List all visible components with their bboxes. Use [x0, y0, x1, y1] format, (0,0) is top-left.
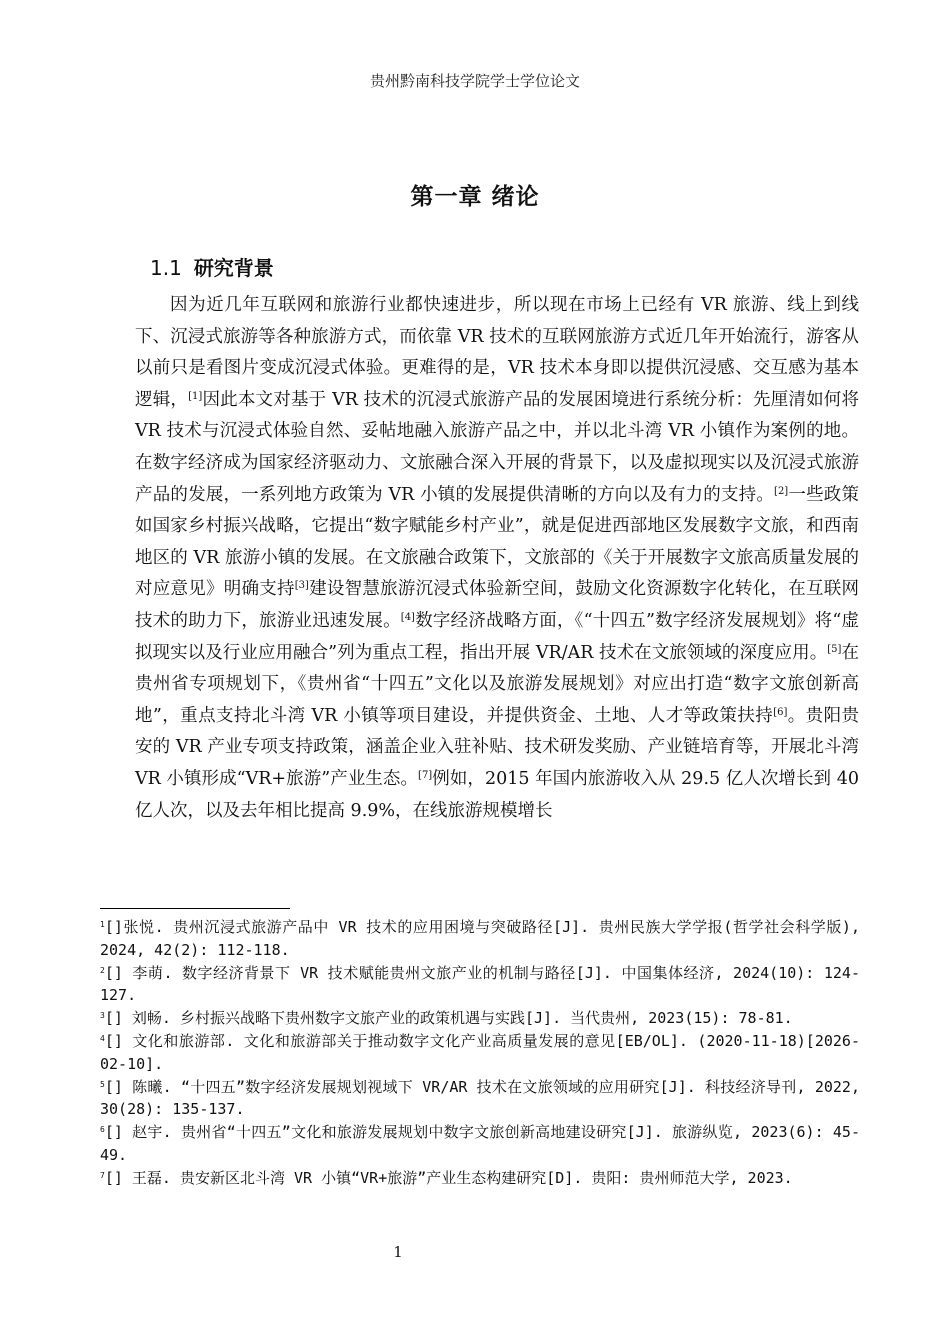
- footnote-text: [] 赵宇. 贵州省“十四五”文化和旅游发展规划中数字文旅创新高地建设研究[J]. 旅游纵览, 2023(6): 45-49.: [100, 1123, 860, 1164]
- body-text: 数字经济战略方面，《“十四五”数字经济发展规划》将“虚拟现实以及行业应用融合”列为重点工程，指出开展 VR/AR 技术在文旅领域的深度应用。: [135, 610, 859, 663]
- section-number: 1.1: [150, 256, 182, 280]
- body-text: 例如，2015 年国内旅游收入从 29.5 亿人次增长到 40 亿人次，以及去年相比提高 9.9%，在线旅游规模增长: [135, 768, 859, 821]
- citation-ref[interactable]: [4]: [400, 611, 415, 623]
- footnote-text: [] 文化和旅游部. 文化和旅游部关于推动数字文化产业高质量发展的意见[EB/OL]. (2020-11-18)[2026-02-10].: [100, 1031, 860, 1073]
- footnote-mark: 5: [100, 1079, 105, 1089]
- footnote-text: [] 李萌. 数字经济背景下 VR 技术赋能贵州文旅产业的机制与路径[J]. 中国集体经济, 2024(10): 124-127.: [100, 963, 860, 1005]
- footnote-text: [] 陈曦. “十四五”数字经济发展规划视域下 VR/AR 技术在文旅领域的应用研究[J]. 科技经济导刊, 2022, 30(28): 135-137.: [100, 1077, 860, 1119]
- section-heading: [150, 252, 274, 281]
- footnote-item: [100, 916, 860, 962]
- footnote-item: [100, 1167, 860, 1190]
- citation-ref[interactable]: [3]: [294, 580, 309, 592]
- footnote-item: [100, 1007, 860, 1030]
- citation-ref[interactable]: [1]: [188, 390, 203, 402]
- body-text: 建设智慧旅游沉浸式体验新空间，鼓励文化资源数字化转化，在互联网技术的助力下，旅游业迅速发展。: [135, 579, 860, 631]
- footnote-text: [] 王磊. 贵安新区北斗湾 VR 小镇“VR+旅游”产业生态构建研究[D]. 贵阳: 贵州师范大学, 2023.: [104, 1168, 793, 1187]
- citation-ref[interactable]: [5]: [827, 643, 842, 655]
- chapter-title: 第一章 绪论: [410, 184, 540, 210]
- footnote-list: [100, 916, 860, 1190]
- body-text: 。贵阳贵安的 VR 产业专项支持政策，涵盖企业入驻补贴、技术研发奖励、产业链培育等，开展北斗湾 VR 小镇形成“VR+旅游”产业生态。: [135, 705, 860, 789]
- footnote-item: [100, 962, 860, 1008]
- footnote-mark: 6: [100, 1125, 105, 1135]
- footnote-text: [] 刘畅. 乡村振兴战略下贵州数字文旅产业的政策机遇与实践[J]. 当代贵州, 2023(15): 78-81.: [104, 1009, 793, 1028]
- footnote-mark: 7: [100, 1170, 105, 1180]
- footnote-mark: 3: [100, 1011, 105, 1021]
- footnote-divider: [100, 908, 290, 909]
- running-header: 贵州黔南科技学院学士学位论文: [369, 72, 580, 90]
- footnote-item: [100, 1030, 860, 1076]
- body-text: 一些政策如国家乡村振兴战略，它提出“数字赋能乡村产业”，就是促进西部地区发展数字文旅，和西南地区的 VR 旅游小镇的发展。在文旅融合政策下，文旅部的《关于开展数字文旅高质量发展的对应意见》明确支持: [135, 484, 860, 600]
- footnote-mark: 1: [100, 920, 105, 929]
- citation-ref[interactable]: [7]: [418, 769, 433, 781]
- section-title: 研究背景: [193, 256, 274, 280]
- citation-ref[interactable]: [6]: [773, 706, 788, 718]
- footnote-text: []张悦. 贵州沉浸式旅游产品中 VR 技术的应用困境与突破路径[J]. 贵州民族大学学报(哲学社会科学版), 2024, 42(2): 112-118.: [100, 918, 860, 959]
- body-paragraph: [135, 290, 859, 827]
- body-text: 在贵州省专项规划下，《贵州省“十四五”文化以及旅游发展规划》对应出打造“数字文旅创新高地”，重点支持北斗湾 VR 小镇等项目建设，并提供资金、土地、人才等政策扶持: [135, 642, 860, 726]
- footnote-item: [100, 1076, 860, 1122]
- footnote-item: [100, 1121, 860, 1167]
- footnote-mark: 2: [100, 965, 105, 975]
- body-text: 因为近几年互联网和旅游行业都快速进步，所以现在市场上已经有 VR 旅游、线上到线下、沉浸式旅游等各种旅游方式，而依靠 VR 技术的互联网旅游方式近几年开始流行，游客从以前只是看图片变成沉浸式体验。更难得的是，VR 技术本身即以提供沉浸感、交互感为基本逻辑，: [135, 295, 859, 410]
- footnote-mark: 4: [100, 1033, 105, 1043]
- body-text: 因此本文对基于 VR 技术的沉浸式旅游产品的发展困境进行系统分析：先厘清如何将 VR 技术与沉浸式体验自然、妥帖地融入旅游产品之中，并以北斗湾 VR 小镇作为案例的地。在数字经济成为国家经济驱动力、文旅融合深入开展的背景下，以及虚拟现实以及沉浸式旅游产品的发展，一系列地方政策为 VR 小镇的发展提供清晰的方向以及有力的支持。: [135, 389, 860, 505]
- page-number: 1: [393, 1243, 403, 1261]
- citation-ref[interactable]: [2]: [774, 485, 789, 497]
